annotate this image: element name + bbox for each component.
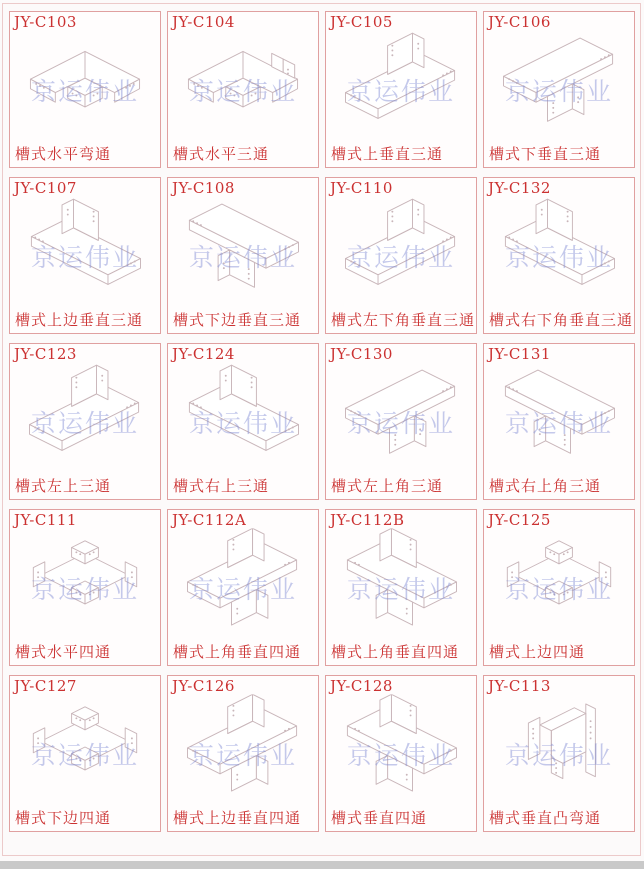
product-label: 槽式垂直凸弯通 [489,809,602,827]
fitting-drawing-icon [176,528,310,634]
watermark-text: 京运伟业 [346,574,456,604]
catalog-cell [167,11,319,168]
fitting-drawing-icon [334,196,468,302]
fitting-drawing-icon [492,30,626,136]
catalog-cell [167,675,319,832]
watermark-text: 京运伟业 [504,574,614,604]
product-label: 槽式上垂直三通 [331,145,444,163]
catalog-cell [483,11,635,168]
product-code: JY-C108 [172,179,235,197]
catalog-cell [483,509,635,666]
catalog-cell [325,343,477,500]
fitting-drawing-icon [334,528,468,634]
watermark-text: 京运伟业 [30,740,140,770]
product-code: JY-C130 [330,345,393,363]
watermark-text: 京运伟业 [346,76,456,106]
catalog-cell [167,177,319,334]
product-code: JY-C111 [14,511,77,529]
watermark-text: 京运伟业 [504,740,614,770]
product-label: 槽式上边四通 [489,643,586,661]
product-label: 槽式上边垂直四通 [173,809,302,827]
catalog-grid [9,11,635,832]
product-label: 槽式右下角垂直三通 [489,311,634,329]
product-code: JY-C104 [172,13,235,31]
product-code: JY-C127 [14,677,77,695]
fitting-drawing-icon [18,196,152,302]
watermark-text: 京运伟业 [346,242,456,272]
watermark-text: 京运伟业 [30,242,140,272]
watermark-text: 京运伟业 [188,242,298,272]
fitting-drawing-icon [18,362,152,468]
catalog-cell [325,509,477,666]
product-label: 槽式右上角三通 [489,477,602,495]
watermark-text: 京运伟业 [188,76,298,106]
watermark-text: 京运伟业 [346,740,456,770]
product-label: 槽式水平弯通 [15,145,112,163]
fitting-drawing-icon [334,362,468,468]
catalog-cell [167,509,319,666]
product-code: JY-C107 [14,179,77,197]
product-code: JY-C126 [172,677,235,695]
product-code: JY-C124 [172,345,235,363]
product-label: 槽式下边四通 [15,809,112,827]
page-bottom-edge [0,861,644,869]
watermark-text: 京运伟业 [346,408,456,438]
catalog-cell [325,675,477,832]
fitting-drawing-icon [18,694,152,800]
watermark-text: 京运伟业 [30,408,140,438]
fitting-drawing-icon [176,196,310,302]
product-code: JY-C110 [330,179,393,197]
watermark-text: 京运伟业 [188,740,298,770]
catalog-cell [9,177,161,334]
fitting-drawing-icon [492,196,626,302]
fitting-drawing-icon [492,528,626,634]
watermark-text: 京运伟业 [30,76,140,106]
watermark-text: 京运伟业 [188,574,298,604]
catalog-cell [325,11,477,168]
product-code: JY-C112B [330,511,405,529]
product-code: JY-C103 [14,13,77,31]
catalog-cell [483,343,635,500]
product-label: 槽式垂直四通 [331,809,428,827]
product-code: JY-C125 [488,511,551,529]
product-label: 槽式左上三通 [15,477,112,495]
product-label: 槽式上边垂直三通 [15,311,144,329]
fitting-drawing-icon [176,694,310,800]
watermark-text: 京运伟业 [504,76,614,106]
product-label: 槽式下垂直三通 [489,145,602,163]
product-code: JY-C112A [172,511,247,529]
product-code: JY-C132 [488,179,551,197]
fitting-drawing-icon [334,694,468,800]
product-code: JY-C105 [330,13,393,31]
fitting-drawing-icon [18,528,152,634]
fitting-drawing-icon [176,30,310,136]
catalog-cell [483,675,635,832]
watermark-text: 京运伟业 [30,574,140,604]
fitting-drawing-icon [176,362,310,468]
product-code: JY-C128 [330,677,393,695]
product-label: 槽式水平四通 [15,643,112,661]
product-label: 槽式水平三通 [173,145,270,163]
catalog-cell [9,509,161,666]
fitting-drawing-icon [334,30,468,136]
product-label: 槽式右上三通 [173,477,270,495]
catalog-cell [483,177,635,334]
product-code: JY-C113 [488,677,551,695]
product-label: 槽式左下角垂直三通 [331,311,476,329]
catalog-cell [9,11,161,168]
product-label: 槽式左上角三通 [331,477,444,495]
fitting-drawing-icon [18,30,152,136]
catalog-cell [9,343,161,500]
catalog-cell [167,343,319,500]
catalog-cell [9,675,161,832]
catalog-cell [325,177,477,334]
watermark-text: 京运伟业 [188,408,298,438]
product-code: JY-C131 [488,345,551,363]
fitting-drawing-icon [492,362,626,468]
product-label: 槽式上角垂直四通 [331,643,460,661]
watermark-text: 京运伟业 [504,408,614,438]
watermark-text: 京运伟业 [504,242,614,272]
product-code: JY-C123 [14,345,77,363]
product-code: JY-C106 [488,13,551,31]
product-label: 槽式下边垂直三通 [173,311,302,329]
fitting-drawing-icon [492,694,626,800]
product-label: 槽式上角垂直四通 [173,643,302,661]
